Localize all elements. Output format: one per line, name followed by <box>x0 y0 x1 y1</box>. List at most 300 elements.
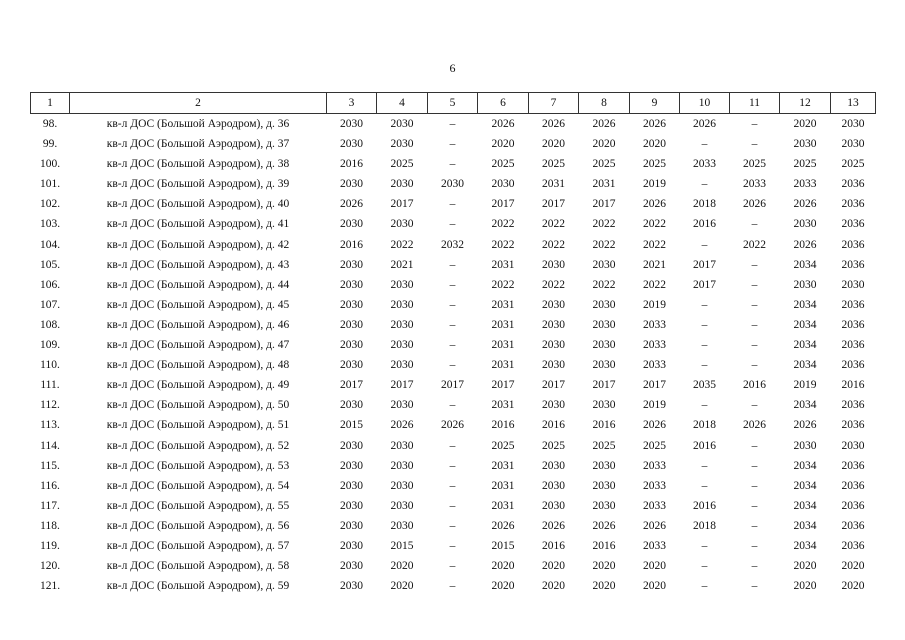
year-cell: 2036 <box>841 399 865 412</box>
table-row <box>31 395 876 415</box>
year-cell: 2017 <box>592 198 616 211</box>
year-cell: 2026 <box>643 118 666 130</box>
year-cell: – <box>701 298 708 311</box>
row-number: 117. <box>40 499 60 512</box>
year-cell: 2030 <box>542 298 565 311</box>
year-cell: 2025 <box>592 439 616 452</box>
table-row <box>31 516 876 536</box>
year-cell: 2030 <box>542 479 565 492</box>
year-cell: 2026 <box>643 198 666 211</box>
address-cell: кв-л ДОС (Большой Аэродром), д. 42 <box>106 238 290 251</box>
year-cell: 2034 <box>793 318 817 331</box>
year-cell: 2016 <box>693 218 716 231</box>
row-number: 119. <box>40 539 60 552</box>
year-cell: – <box>449 499 456 512</box>
year-cell: 2017 <box>693 278 716 291</box>
year-cell: 2030 <box>390 519 414 532</box>
row-number: 98. <box>42 118 58 130</box>
row-number: 103. <box>39 218 61 231</box>
row-number: 100. <box>39 158 61 171</box>
year-cell: 2034 <box>793 339 817 352</box>
year-cell: 2030 <box>340 298 363 311</box>
year-cell: 2030 <box>340 118 363 130</box>
address-cell: кв-л ДОС (Большой Аэродром), д. 40 <box>106 198 290 211</box>
year-cell: – <box>701 359 708 372</box>
year-cell: 2036 <box>841 298 865 311</box>
year-cell: – <box>701 318 708 331</box>
year-cell: – <box>751 580 758 593</box>
table-row <box>31 415 876 435</box>
year-cell: 2030 <box>841 278 865 291</box>
year-cell: 2022 <box>542 278 565 291</box>
year-cell: 2030 <box>390 499 414 512</box>
year-cell: 2030 <box>340 339 363 352</box>
year-cell: – <box>701 479 708 492</box>
year-cell: 2026 <box>441 419 464 432</box>
table-row <box>31 556 876 576</box>
year-cell: 2031 <box>491 318 515 331</box>
table-row <box>31 134 876 154</box>
page-number: 6 <box>449 61 456 75</box>
year-cell: 2034 <box>793 359 817 372</box>
year-cell: 2030 <box>340 178 363 191</box>
year-cell: 2033 <box>643 359 666 372</box>
year-cell: 2030 <box>542 499 565 512</box>
year-cell: 2020 <box>841 580 865 593</box>
year-cell: 2030 <box>542 459 565 472</box>
year-cell: 2017 <box>542 379 565 392</box>
year-cell: 2020 <box>542 138 565 151</box>
table-row <box>31 436 876 456</box>
year-cell: 2026 <box>793 238 817 251</box>
year-cell: 2021 <box>643 258 666 271</box>
year-cell: 2034 <box>793 539 817 552</box>
year-cell: 2036 <box>841 479 865 492</box>
table-row <box>31 576 876 596</box>
column-header: 4 <box>377 93 428 114</box>
column-header: 8 <box>579 93 630 114</box>
column-header: 13 <box>831 93 876 114</box>
year-cell: 2017 <box>441 379 464 392</box>
year-cell: 2031 <box>491 339 515 352</box>
year-cell: 2030 <box>340 519 363 532</box>
year-cell: 2017 <box>340 379 363 392</box>
row-number: 99. <box>42 138 58 151</box>
column-header: 9 <box>630 93 680 114</box>
address-cell: кв-л ДОС (Большой Аэродром), д. 50 <box>106 399 290 412</box>
year-cell: 2017 <box>592 379 616 392</box>
year-cell: 2030 <box>340 539 363 552</box>
address-cell: кв-л ДОС (Большой Аэродром), д. 56 <box>106 519 290 532</box>
year-cell: 2030 <box>542 258 565 271</box>
column-header: 7 <box>529 93 579 114</box>
year-cell: 2035 <box>693 379 716 392</box>
address-cell: кв-л ДОС (Большой Аэродром), д. 37 <box>106 138 290 151</box>
year-cell: 2022 <box>592 238 616 251</box>
year-cell: 2036 <box>841 539 865 552</box>
year-cell: 2016 <box>340 158 363 171</box>
table-row <box>31 375 876 395</box>
year-cell: 2016 <box>841 379 865 392</box>
year-cell: 2034 <box>793 399 817 412</box>
year-cell: 2019 <box>793 379 817 392</box>
year-cell: 2030 <box>340 258 363 271</box>
row-number: 106. <box>39 278 61 291</box>
year-cell: 2022 <box>743 238 766 251</box>
year-cell: 2033 <box>693 158 716 171</box>
year-cell: 2033 <box>643 479 666 492</box>
address-cell: кв-л ДОС (Большой Аэродром), д. 55 <box>106 499 290 512</box>
address-cell: кв-л ДОС (Большой Аэродром), д. 57 <box>106 539 290 552</box>
year-cell: – <box>751 318 758 331</box>
year-cell: – <box>701 399 708 412</box>
year-cell: 2016 <box>693 439 716 452</box>
year-cell: – <box>449 479 456 492</box>
year-cell: 2036 <box>841 218 865 231</box>
year-cell: 2036 <box>841 198 865 211</box>
year-cell: 2022 <box>592 218 616 231</box>
year-cell: 2030 <box>390 218 414 231</box>
year-cell: 2020 <box>643 138 666 151</box>
year-cell: – <box>751 298 758 311</box>
year-cell: 2031 <box>491 499 515 512</box>
year-cell: 2030 <box>340 459 363 472</box>
year-cell: 2030 <box>340 439 363 452</box>
row-number: 114. <box>40 439 60 452</box>
year-cell: 2026 <box>592 118 616 130</box>
year-cell: 2022 <box>643 238 666 251</box>
year-cell: 2030 <box>340 580 363 593</box>
year-cell: 2036 <box>841 318 865 331</box>
year-cell: 2022 <box>542 218 565 231</box>
table-row <box>31 536 876 556</box>
table-row <box>31 114 876 135</box>
year-cell: 2025 <box>643 158 666 171</box>
year-cell: 2030 <box>340 218 363 231</box>
year-cell: – <box>449 339 456 352</box>
year-cell: 2030 <box>592 339 616 352</box>
year-cell: 2026 <box>793 198 817 211</box>
row-number: 121. <box>39 580 61 593</box>
year-cell: 2015 <box>491 539 515 552</box>
column-header: 11 <box>730 93 780 114</box>
year-cell: 2016 <box>491 419 515 432</box>
year-cell: 2030 <box>841 138 865 151</box>
year-cell: 2026 <box>643 519 666 532</box>
year-cell: 2031 <box>491 359 515 372</box>
year-cell: 2017 <box>693 258 716 271</box>
year-cell: 2019 <box>643 178 666 191</box>
table-row <box>31 335 876 355</box>
year-cell: 2026 <box>542 118 565 130</box>
row-number: 107. <box>39 298 61 311</box>
address-cell: кв-л ДОС (Большой Аэродром), д. 39 <box>106 178 290 191</box>
year-cell: 2020 <box>542 580 565 593</box>
year-cell: 2034 <box>793 459 817 472</box>
year-cell: 2016 <box>542 419 565 432</box>
year-cell: – <box>449 158 456 171</box>
column-header: 6 <box>478 93 529 114</box>
address-cell: кв-л ДОС (Большой Аэродром), д. 43 <box>106 258 290 271</box>
year-cell: 2016 <box>592 539 616 552</box>
year-cell: 2030 <box>390 138 414 151</box>
column-header: 1 <box>31 93 70 114</box>
year-cell: – <box>701 178 708 191</box>
year-cell: 2020 <box>592 138 616 151</box>
year-cell: 2026 <box>592 519 616 532</box>
year-cell: 2030 <box>542 399 565 412</box>
table-row <box>31 255 876 275</box>
year-cell: 2026 <box>743 198 766 211</box>
address-cell: кв-л ДОС (Большой Аэродром), д. 47 <box>106 339 290 352</box>
year-cell: 2016 <box>693 499 716 512</box>
row-number: 111. <box>40 379 60 392</box>
year-cell: 2022 <box>491 278 515 291</box>
year-cell: 2025 <box>643 439 666 452</box>
year-cell: 2031 <box>491 459 515 472</box>
year-cell: – <box>449 560 456 573</box>
year-cell: – <box>449 318 456 331</box>
year-cell: – <box>751 479 758 492</box>
row-number: 108. <box>39 318 61 331</box>
year-cell: – <box>449 580 456 593</box>
year-cell: – <box>751 399 758 412</box>
year-cell: – <box>449 399 456 412</box>
year-cell: 2026 <box>542 519 565 532</box>
year-cell: 2026 <box>643 419 666 432</box>
year-cell: 2022 <box>592 278 616 291</box>
year-cell: 2030 <box>390 479 414 492</box>
year-cell: – <box>449 218 456 231</box>
year-cell: – <box>751 560 758 573</box>
year-cell: 2030 <box>592 318 616 331</box>
year-cell: 2030 <box>592 479 616 492</box>
year-cell: 2032 <box>441 238 464 251</box>
year-cell: 2030 <box>390 178 414 191</box>
year-cell: – <box>751 118 758 130</box>
year-cell: – <box>701 560 708 573</box>
year-cell: 2018 <box>693 419 716 432</box>
year-cell: 2030 <box>441 178 464 191</box>
year-cell: 2020 <box>643 580 666 593</box>
column-header: 10 <box>680 93 730 114</box>
year-cell: 2034 <box>793 258 817 271</box>
year-cell: – <box>701 459 708 472</box>
year-cell: – <box>751 459 758 472</box>
table-row <box>31 295 876 315</box>
year-cell: 2020 <box>841 560 865 573</box>
row-number: 109. <box>39 339 61 352</box>
year-cell: 2022 <box>390 238 414 251</box>
year-cell: 2025 <box>390 158 414 171</box>
year-cell: 2025 <box>542 439 565 452</box>
year-cell: 2020 <box>793 580 817 593</box>
year-cell: 2018 <box>693 198 716 211</box>
table-row <box>31 194 876 214</box>
year-cell: – <box>449 298 456 311</box>
year-cell: 2026 <box>390 419 414 432</box>
address-cell: кв-л ДОС (Большой Аэродром), д. 45 <box>106 298 290 311</box>
year-cell: 2022 <box>491 238 515 251</box>
year-cell: 2020 <box>390 560 414 573</box>
year-cell: – <box>449 519 456 532</box>
row-number: 105. <box>39 258 61 271</box>
year-cell: 2022 <box>643 278 666 291</box>
year-cell: 2030 <box>340 318 363 331</box>
address-cell: кв-л ДОС (Большой Аэродром), д. 38 <box>106 158 290 171</box>
year-cell: 2030 <box>390 318 414 331</box>
year-cell: 2033 <box>643 539 666 552</box>
year-cell: 2030 <box>793 218 817 231</box>
address-cell: кв-л ДОС (Большой Аэродром), д. 41 <box>106 218 290 231</box>
year-cell: 2030 <box>390 339 414 352</box>
year-cell: 2020 <box>793 560 817 573</box>
table-row <box>31 275 876 295</box>
year-cell: – <box>701 238 708 251</box>
year-cell: 2025 <box>743 158 766 171</box>
row-number: 116. <box>40 479 60 492</box>
year-cell: – <box>449 439 456 452</box>
table-row <box>31 456 876 476</box>
year-cell: – <box>751 499 758 512</box>
year-cell: 2030 <box>793 138 817 151</box>
year-cell: 2026 <box>491 519 515 532</box>
year-cell: 2030 <box>340 560 363 573</box>
year-cell: 2036 <box>841 339 865 352</box>
year-cell: 2022 <box>491 218 515 231</box>
year-cell: 2033 <box>793 178 817 191</box>
year-cell: 2030 <box>491 178 515 191</box>
year-cell: 2018 <box>693 519 716 532</box>
year-cell: – <box>751 339 758 352</box>
year-cell: 2030 <box>542 318 565 331</box>
year-cell: 2036 <box>841 178 865 191</box>
row-number: 110. <box>40 359 60 372</box>
year-cell: 2036 <box>841 258 865 271</box>
year-cell: 2030 <box>542 359 565 372</box>
row-number: 115. <box>40 459 60 472</box>
year-cell: 2020 <box>390 580 414 593</box>
year-cell: – <box>449 278 456 291</box>
year-cell: 2033 <box>643 318 666 331</box>
address-cell: кв-л ДОС (Большой Аэродром), д. 58 <box>106 560 290 573</box>
year-cell: 2019 <box>643 298 666 311</box>
year-cell: 2031 <box>491 258 515 271</box>
year-cell: 2030 <box>592 298 616 311</box>
row-number: 112. <box>40 399 60 412</box>
table-body <box>31 114 876 597</box>
year-cell: 2036 <box>841 459 865 472</box>
table-row <box>31 315 876 335</box>
year-cell: 2025 <box>491 439 515 452</box>
year-cell: 2033 <box>743 178 766 191</box>
year-cell: 2033 <box>643 499 666 512</box>
year-cell: – <box>751 278 758 291</box>
year-cell: 2036 <box>841 419 865 432</box>
table-row <box>31 476 876 496</box>
year-cell: 2025 <box>542 158 565 171</box>
row-number: 102. <box>39 198 61 211</box>
year-cell: 2030 <box>592 359 616 372</box>
year-cell: – <box>701 580 708 593</box>
year-cell: 2022 <box>542 238 565 251</box>
year-cell: 2034 <box>793 519 817 532</box>
table-row <box>31 496 876 516</box>
year-cell: 2017 <box>643 379 666 392</box>
year-cell: – <box>751 519 758 532</box>
year-cell: 2030 <box>592 399 616 412</box>
address-cell: кв-л ДОС (Большой Аэродром), д. 44 <box>106 278 290 291</box>
year-cell: 2016 <box>340 238 363 251</box>
year-cell: 2016 <box>592 419 616 432</box>
year-cell: 2020 <box>592 560 616 573</box>
address-cell: кв-л ДОС (Большой Аэродром), д. 52 <box>106 439 290 452</box>
year-cell: 2031 <box>542 178 565 191</box>
year-cell: 2030 <box>793 278 817 291</box>
table-row <box>31 154 876 174</box>
schedule-table <box>30 92 876 596</box>
year-cell: – <box>449 198 456 211</box>
table-row <box>31 235 876 255</box>
year-cell: 2019 <box>643 399 666 412</box>
year-cell: – <box>449 118 456 130</box>
year-cell: 2026 <box>743 419 766 432</box>
year-cell: 2017 <box>390 198 414 211</box>
column-header: 5 <box>428 93 478 114</box>
address-cell: кв-л ДОС (Большой Аэродром), д. 49 <box>106 379 290 392</box>
year-cell: 2030 <box>793 439 817 452</box>
year-cell: 2034 <box>793 499 817 512</box>
year-cell: 2030 <box>542 339 565 352</box>
year-cell: – <box>701 339 708 352</box>
year-cell: – <box>701 539 708 552</box>
year-cell: 2015 <box>340 419 363 432</box>
year-cell: 2030 <box>390 298 414 311</box>
year-cell: 2030 <box>841 439 865 452</box>
table-row <box>31 355 876 375</box>
year-cell: 2026 <box>491 118 515 130</box>
year-cell: 2030 <box>390 459 414 472</box>
year-cell: 2031 <box>491 399 515 412</box>
year-cell: 2030 <box>592 499 616 512</box>
row-number: 104. <box>39 238 61 251</box>
year-cell: – <box>449 539 456 552</box>
year-cell: 2025 <box>491 158 515 171</box>
column-header: 12 <box>780 93 831 114</box>
year-cell: 2020 <box>643 560 666 573</box>
row-number: 101. <box>39 178 61 191</box>
year-cell: – <box>751 258 758 271</box>
year-cell: 2030 <box>340 499 363 512</box>
year-cell: 2031 <box>491 298 515 311</box>
year-cell: 2030 <box>592 258 616 271</box>
year-cell: 2017 <box>491 198 515 211</box>
year-cell: 2016 <box>542 539 565 552</box>
table-row <box>31 214 876 234</box>
year-cell: 2031 <box>491 479 515 492</box>
year-cell: 2017 <box>491 379 515 392</box>
year-cell: 2030 <box>340 278 363 291</box>
year-cell: 2030 <box>390 118 414 130</box>
year-cell: 2020 <box>491 580 515 593</box>
year-cell: 2030 <box>340 138 363 151</box>
row-number: 118. <box>40 519 60 532</box>
address-cell: кв-л ДОС (Большой Аэродром), д. 51 <box>106 419 290 432</box>
year-cell: – <box>701 138 708 151</box>
address-cell: кв-л ДОС (Большой Аэродром), д. 59 <box>106 580 290 593</box>
year-cell: 2026 <box>340 198 363 211</box>
year-cell: 2020 <box>592 580 616 593</box>
